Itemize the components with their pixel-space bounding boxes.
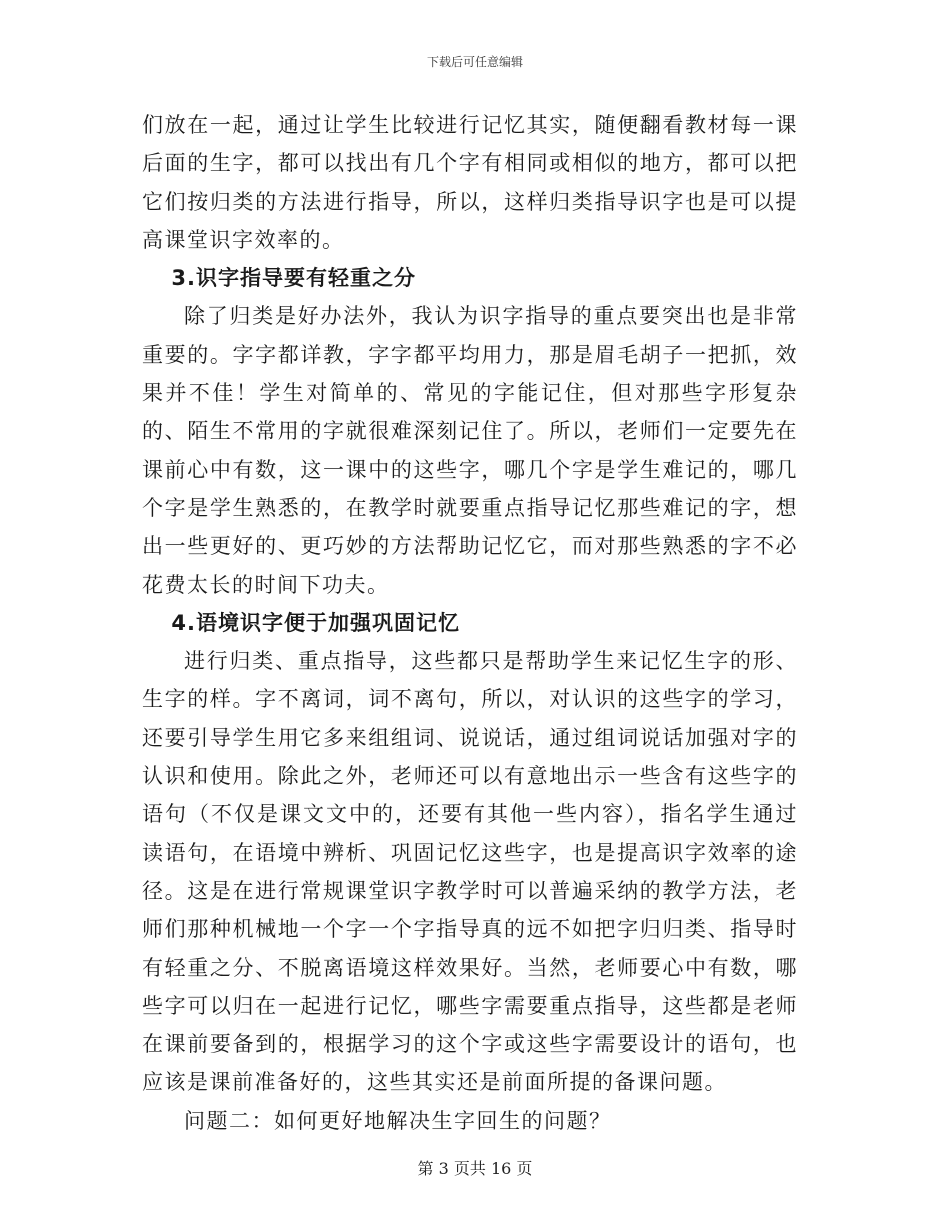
- page-footer: 第 3 页共 16 页: [417, 1159, 533, 1178]
- section-heading-4: 4.语境识字便于加强巩固记忆: [171, 610, 460, 635]
- paragraph-continuation: 们放在一起，通过让学生比较进行记忆其实，随便翻看教材每一课后面的生字，都可以找出有几个字有相同或相似的地方，都可以把它们按归类的方法进行指导，所以，这样归类指导识字也是可以提高课堂识字效率的。: [142, 113, 798, 252]
- document-body: [142, 106, 798, 1140]
- paragraph-focus-distinction: 除了归类是好办法外，我认为识字指导的重点要突出也是非常重要的。字字都详教，字字都平均用力，那是眉毛胡子一把抓，效果并不佳！学生对简单的、常见的字能记住，但对那些字形复杂的、陌生不常用的字就很难深刻记住了。所以，老师们一定要先在课前心中有数，这一课中的这些字，哪几个字是学生难记的，哪几个字是学生熟悉的，在教学时就要重点指导记忆那些难记的字，想出一些更好的、更巧妙的方法帮助记忆它，而对那些熟悉的字不必花费太长的时间下功夫。: [142, 304, 798, 597]
- paragraph-question-two: 问题二：如何更好地解决生字回生的问题？: [184, 1108, 612, 1133]
- paragraph-context-literacy: 进行归类、重点指导，这些都只是帮助学生来记忆生字的形、生字的样。字不离词，词不离句，所以，对认识的这些字的学习，还要引导学生用它多来组组词、说说话，通过组词说话加强对字的认识和使用。除此之外，老师还可以有意地出示一些含有这些字的语句（不仅是课文文中的，还要有其他一些内容），指名学生通过读语句，在语境中辨析、巩固记忆这些字，也是提高识字效率的途径。这是在进行常规课堂识字教学时可以普遍采纳的教学方法，老师们那种机械地一个字一个字指导真的远不如把字归归类、指导时有轻重之分、不脱离语境这样效果好。当然，老师要心中有数，哪些字可以归在一起进行记忆，哪些字需要重点指导，这些都是老师在课前要备到的，根据学习的这个字或这些字需要设计的语句，也应该是课前准备好的，这些其实还是前面所提的备课问题。: [142, 649, 798, 1095]
- page-header: 下载后可任意编辑: [426, 55, 523, 69]
- section-heading-3: 3.识字指导要有轻重之分: [171, 266, 416, 291]
